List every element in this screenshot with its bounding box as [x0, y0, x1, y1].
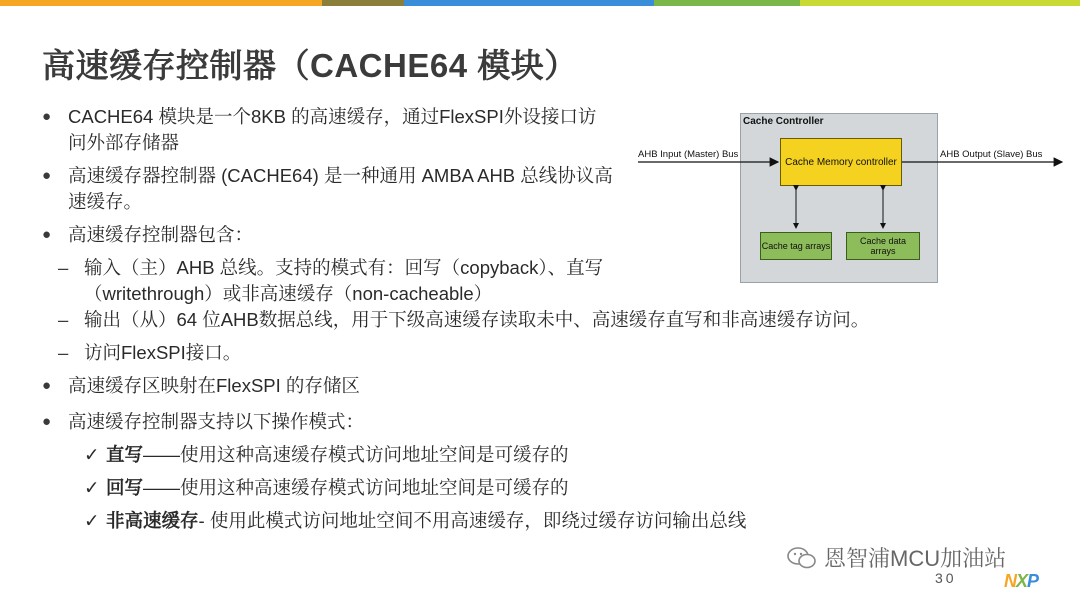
wechat-watermark [786, 542, 1006, 573]
check-mark-icon: ✓ [84, 444, 100, 465]
check-item-text: - 使用此模式访问地址空间不用高速缓存，即绕过缓存访问输出总线 [198, 510, 747, 531]
check-mark-icon: ✓ [84, 510, 100, 531]
cache-controller-title: Cache Controller [743, 116, 824, 127]
check-item-text: ——使用这种高速缓存模式访问地址空间是可缓存的 [143, 477, 569, 498]
wechat-icon [786, 545, 818, 571]
ahb-input-label: AHB Input (Master) Bus [638, 149, 739, 160]
sub-bullet-text: – 输出（从）64 位AHB数据总线，用于下级高速缓存读取未中、高速缓存直写和非高速缓存访问。 [84, 309, 870, 330]
check-item-title: 回写 [106, 477, 144, 498]
check-item [42, 442, 1002, 468]
logo-letter-x: X [1016, 571, 1028, 591]
page-number: 30 [935, 570, 957, 586]
check-mark-icon: ✓ [84, 477, 100, 498]
bullet-text: ● 高速缓存区映射在FlexSPI 的存储区 [68, 375, 360, 396]
cache-tag-arrays-block: Cache tag arrays [760, 232, 832, 260]
top-color-bar [0, 0, 1080, 6]
sub-bullet-item [42, 340, 1002, 366]
nxp-logo [1004, 571, 1038, 592]
check-item-title: 非高速缓存 [106, 510, 199, 531]
slide-title: 高速缓存控制器（CACHE64 模块） [42, 47, 578, 84]
bullet-text: ● 高速缓存器控制器 (CACHE64) 是一种通用 AMBA AHB 总线协议高速缓存。 [68, 165, 613, 212]
cache-memory-controller-block: Cache Memory controller [780, 138, 902, 186]
check-item [42, 508, 1002, 534]
sub-bullet-text: – 访问FlexSPI接口。 [84, 342, 242, 363]
check-item-text: ——使用这种高速缓存模式访问地址空间是可缓存的 [143, 444, 569, 465]
cache-controller-diagram [630, 108, 1070, 288]
bullet-text: ● 高速缓存控制器包含： [68, 224, 254, 245]
cache-data-arrays-block: Cache data arrays [846, 232, 920, 260]
top-bar-segment [322, 0, 404, 6]
sub-bullet-item [42, 307, 1002, 333]
diagram-arrows [630, 108, 1070, 288]
bullet-item [42, 409, 1002, 435]
bullet-text: ● 高速缓存控制器支持以下操作模式： [68, 411, 365, 432]
sub-bullet-text: – 输入（主）AHB 总线。支持的模式有：回写（copyback）、直写（writethrough）或非高速缓存（non-cacheable） [84, 257, 604, 304]
top-bar-segment [654, 0, 800, 6]
bullet-item [42, 373, 1002, 399]
top-bar-segment [0, 0, 322, 6]
check-item-title: 直写 [106, 444, 144, 465]
top-bar-segment [800, 0, 1080, 6]
top-bar-segment [404, 0, 654, 6]
ahb-output-label: AHB Output (Slave) Bus [940, 149, 1043, 160]
watermark-text: 恩智浦MCU加油站 [824, 546, 1007, 571]
logo-letter-n: N [1004, 571, 1016, 591]
bullet-text: ● CACHE64 模块是一个8KB 的高速缓存，通过FlexSPI外设接口访问外部存储器 [68, 106, 597, 153]
check-item [42, 475, 1002, 501]
logo-letter-p: P [1027, 571, 1039, 591]
